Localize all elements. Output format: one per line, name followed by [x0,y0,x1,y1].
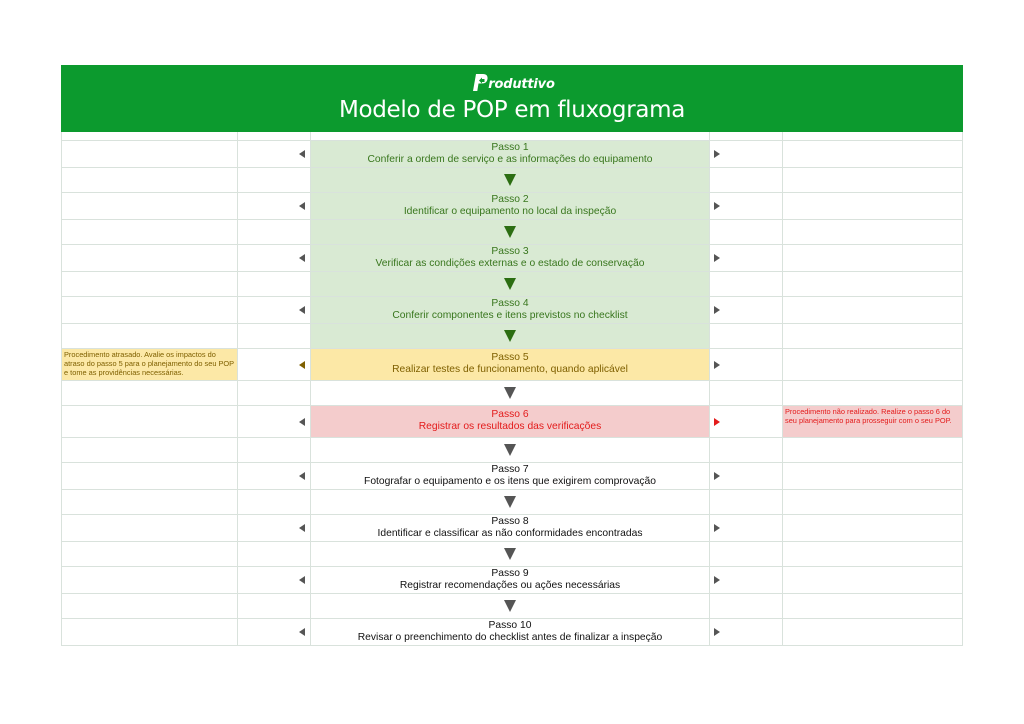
step-description: Fotografar o equipamento e os itens que exigirem comprovação [364,476,656,487]
step-label: Passo 6 [491,409,529,420]
left-note-cell [61,463,238,489]
step-text [311,246,709,270]
step-row-1 [61,141,963,168]
brand-wordmark: roduttivo [488,76,555,92]
step-box-1[interactable] [311,141,710,167]
connector-row [61,381,963,406]
triangle-right-icon [714,576,720,584]
step-description: Conferir a ordem de serviço e as informações do equipamento [367,154,653,165]
late-note-cell [61,349,238,380]
step-box-5[interactable] [311,349,710,380]
right-note-cell [783,245,963,271]
triangle-right-icon [714,202,720,210]
step-box-4[interactable] [311,297,710,323]
step-description: Identificar o equipamento no local da inspeção [403,206,617,217]
connector-row [61,220,963,245]
step-description: Revisar o preenchimento do checklist antes de finalizar a inspeção [357,632,663,643]
step-description: Realizar testes de funcionamento, quando aplicável [392,364,628,375]
triangle-left-icon [299,628,305,636]
triangle-left-icon [299,254,305,262]
step-text [311,352,709,376]
step-row-5 [61,349,963,381]
step-row-7 [61,463,963,490]
triangle-right-icon [714,150,720,158]
step-text [311,464,709,488]
right-note-cell [783,463,963,489]
connector-row [61,490,963,515]
step-box-6[interactable] [311,406,710,437]
spacer-row [61,132,963,141]
triangle-down-icon [504,174,516,186]
left-note-cell [61,193,238,219]
pop-sheet [61,65,963,646]
step-row-2 [61,193,963,220]
step-text [311,298,709,322]
step-label: Passo 3 [491,246,529,257]
step-label: Passo 2 [491,194,529,205]
step-text [311,194,709,218]
triangle-left-icon [299,150,305,158]
right-note-cell [783,567,963,593]
triangle-down-icon [504,330,516,342]
triangle-left-icon [299,524,305,532]
left-note-cell [61,619,238,645]
triangle-down-icon [504,548,516,560]
left-note-cell [61,297,238,323]
step-label: Passo 7 [491,464,529,475]
step-box-9[interactable] [311,567,710,593]
step-description: Conferir componentes e itens previstos no checklist [392,310,628,321]
right-note-cell [783,515,963,541]
step-box-2[interactable] [311,193,710,219]
step-description: Registrar os resultados das verificações [418,421,602,432]
triangle-left-icon [299,576,305,584]
step-text [311,142,709,166]
step-box-3[interactable] [311,245,710,271]
right-note-cell [783,297,963,323]
step-description: Registrar recomendações ou ações necessárias [399,580,621,591]
step-row-9 [61,567,963,594]
step-text [311,568,709,592]
connector-row [61,324,963,349]
step-text [311,516,709,540]
connector-row [61,594,963,619]
triangle-right-icon [714,306,720,314]
connector-row [61,168,963,193]
step-row-4 [61,297,963,324]
missed-note-cell [783,406,963,437]
triangle-down-icon [504,278,516,290]
step-label: Passo 8 [491,516,529,527]
right-note-cell [783,349,963,380]
step-box-8[interactable] [311,515,710,541]
triangle-right-icon [714,524,720,532]
connector-row [61,438,963,463]
left-note-cell [61,141,238,167]
triangle-right-icon [714,254,720,262]
step-description: Identificar e classificar as não conformidades encontradas [377,528,643,539]
connector-row [61,272,963,297]
triangle-down-icon [504,444,516,456]
step-description: Verificar as condições externas e o estado de conservação [375,258,645,269]
step-row-6 [61,406,963,438]
step-label: Passo 1 [491,142,529,153]
step-label: Passo 4 [491,298,529,309]
step-row-8 [61,515,963,542]
step-box-10[interactable] [311,619,710,645]
triangle-down-icon [504,387,516,399]
page-title: Modelo de POP em fluxograma [338,97,686,123]
step-row-3 [61,245,963,272]
step-box-7[interactable] [311,463,710,489]
triangle-down-icon [504,600,516,612]
step-label: Passo 9 [491,568,529,579]
header-banner [61,65,963,132]
left-note-cell [61,567,238,593]
missed-warning-note: Procedimento não realizado. Realize o passo 6 do seu planejamento para prosseguir com o seu POP. [785,407,952,425]
triangle-right-icon [714,472,720,480]
triangle-down-icon [504,496,516,508]
triangle-right-icon [714,361,720,369]
connector-row [61,542,963,567]
brand-logo [61,70,963,94]
right-note-cell [783,619,963,645]
step-text [311,409,709,433]
triangle-right-icon [714,418,720,426]
triangle-left-icon [299,418,305,426]
triangle-left-icon [299,306,305,314]
triangle-left-icon [299,202,305,210]
late-warning-note: Procedimento atrasado. Avalie os impactos do atraso do passo 5 para o planejamento do seu POP e tome as providências necessárias. [64,350,234,377]
left-note-cell [61,406,238,437]
triangle-left-icon [299,361,305,369]
right-note-cell [783,141,963,167]
step-text [311,620,709,644]
step-label: Passo 5 [491,352,529,363]
left-note-cell [61,245,238,271]
step-row-10 [61,619,963,646]
left-note-cell [61,515,238,541]
flowchart-grid [61,132,963,646]
triangle-down-icon [504,226,516,238]
step-label: Passo 10 [488,620,532,631]
right-note-cell [783,193,963,219]
triangle-left-icon [299,472,305,480]
triangle-right-icon [714,628,720,636]
